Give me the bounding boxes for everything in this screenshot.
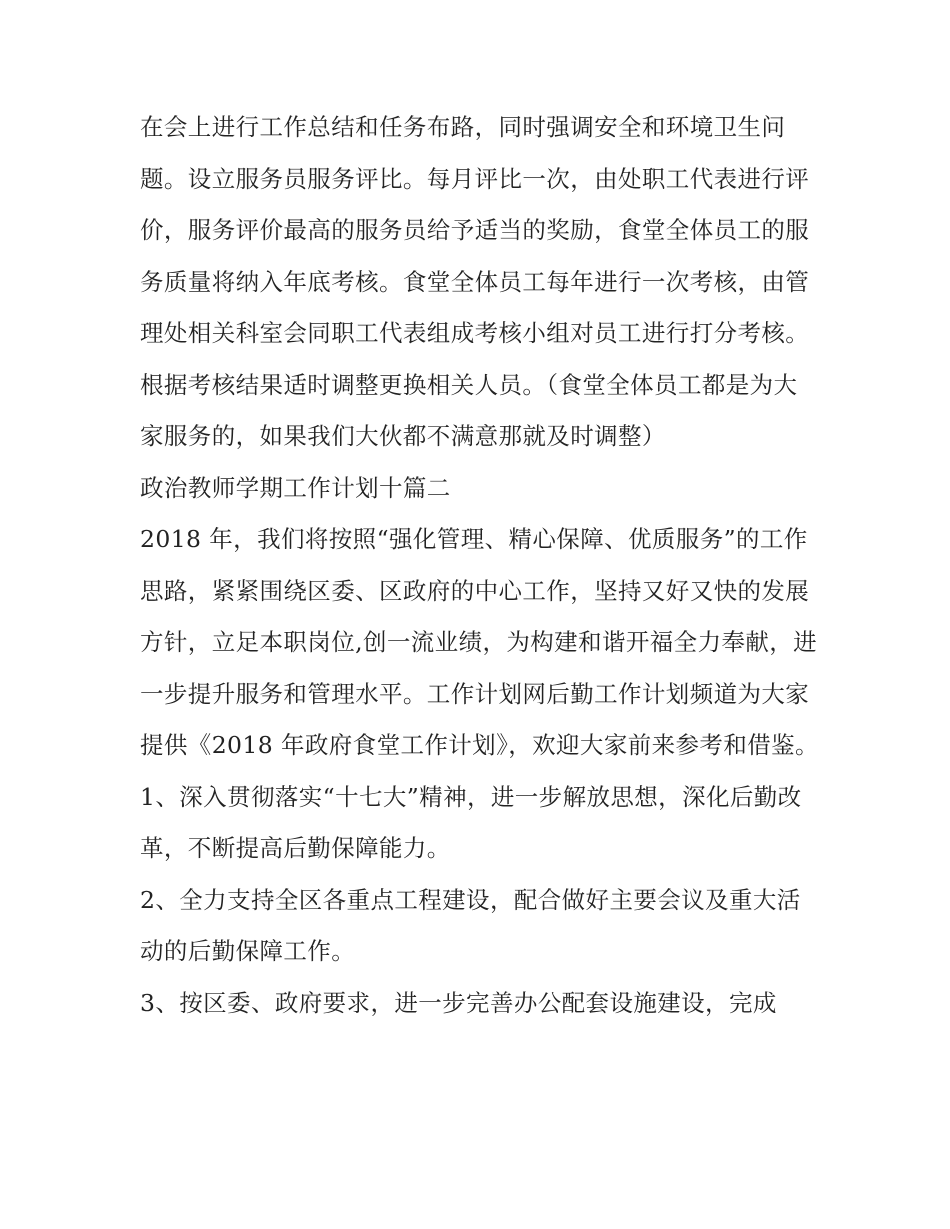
list-item: 1、深入贯彻落实“十七大”精神，进一步解放思想，深化后勤改革，不断提高后勤保障能力。: [140, 782, 802, 862]
document-body: [140, 102, 820, 1029]
intro-paragraph: 2018 年，我们将按照“强化管理、精心保障、优质服务”的工作思路，紧紧围绕区委、区政府的中心工作，坚持又好又快的发展方针，立足本职岗位,创一流业绩，为构建和谐开福全力奉献，进一步提升服务和管理水平。工作计划网后勤工作计划频道为大家提供《2018 年政府食堂工作计划》，欢迎大家前来参考和借鉴。: [140, 525, 819, 759]
list-item: 3、按区委、政府要求，进一步完善办公配套设施建设，完成: [140, 988, 777, 1017]
list-item: 2、全力支持全区各重点工程建设，配合做好主要会议及重大活动的后勤保障工作。: [140, 885, 801, 965]
section-heading: 政治教师学期工作计划十篇二: [140, 473, 451, 502]
continued-paragraph: 在会上进行工作总结和任务布路，同时强调安全和环境卫生问题。设立服务员服务评比。每月评比一次，由处职工代表进行评价，服务评价最高的服务员给予适当的奖励，食堂全体员工的服务质量将纳入年底考核。食堂全体员工每年进行一次考核，由管理处相关科室会同职工代表组成考核小组对员工进行打分考核。根据考核结果适时调整更换相关人员。（食堂全体员工都是为大家服务的，如果我们大伙都不满意那就及时调整）: [140, 113, 810, 450]
